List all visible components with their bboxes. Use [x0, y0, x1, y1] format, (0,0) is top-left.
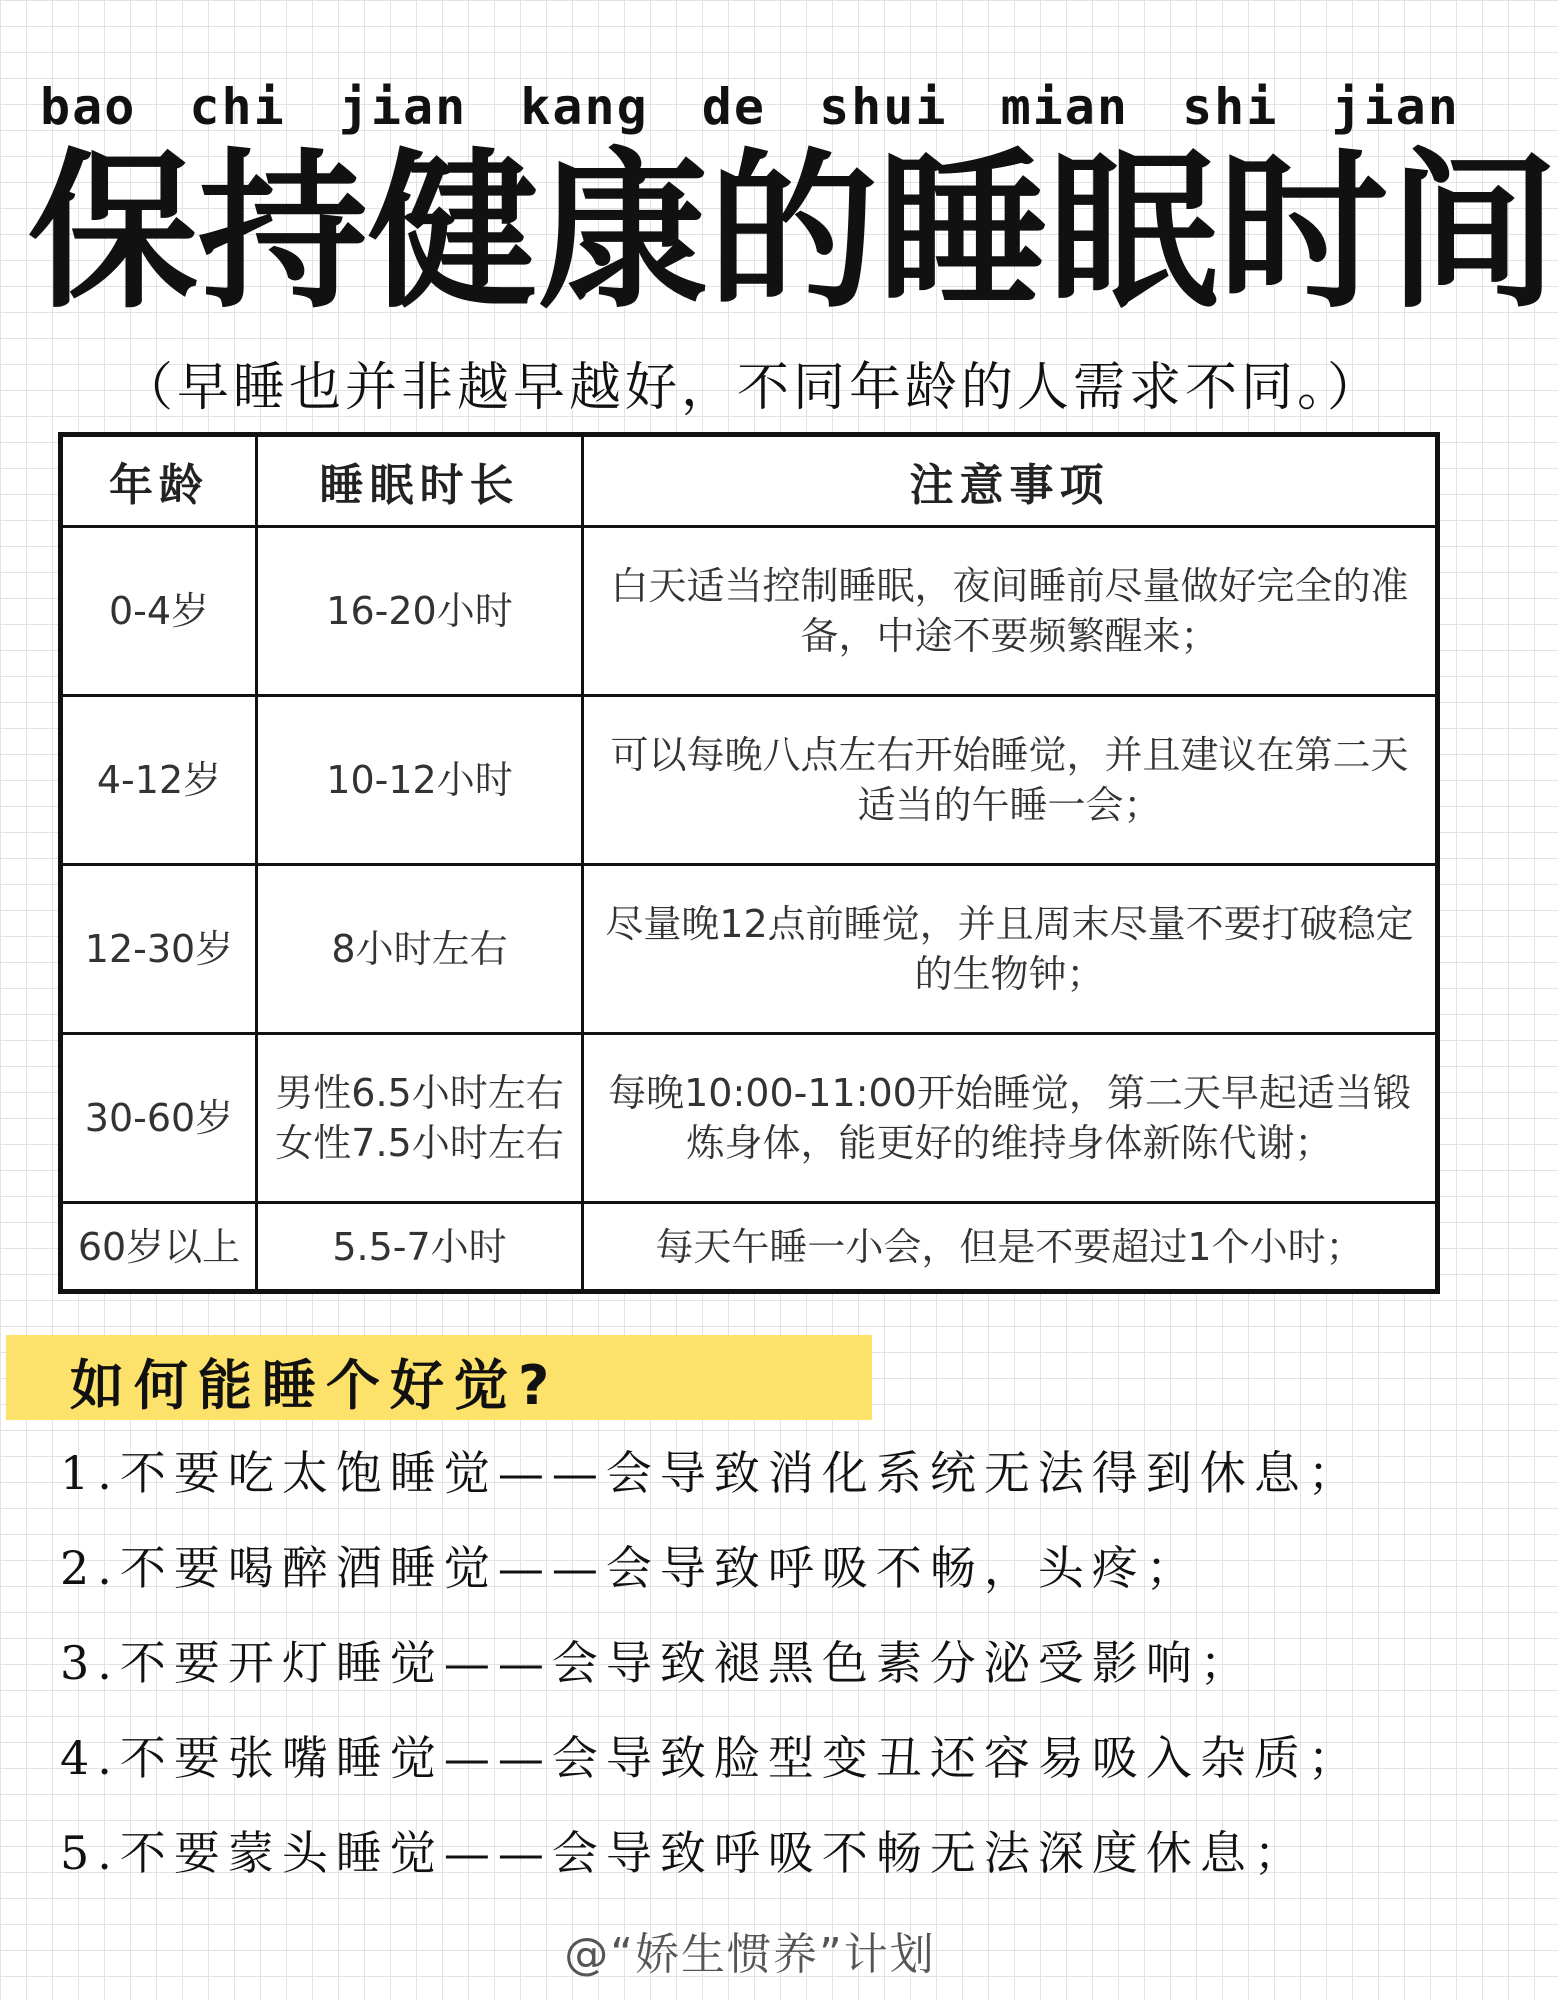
table-row — [61, 696, 1438, 865]
header-age: 年龄 — [61, 435, 257, 527]
title-char: 眠 — [1048, 134, 1219, 332]
header-duration: 睡眠时长 — [257, 435, 583, 527]
title-char: 持 — [198, 134, 369, 332]
pinyin-syllable: kang — [520, 78, 649, 136]
table-row — [61, 527, 1438, 696]
page-title — [28, 134, 1558, 332]
table-row — [61, 1203, 1438, 1292]
subtitle: （早睡也并非越早越好，不同年龄的人需求不同。） — [120, 358, 1383, 418]
list-item: 3.不要开灯睡觉——会导致褪黑色素分泌受影响； — [60, 1636, 1254, 1690]
pinyin-syllable: jian — [1331, 78, 1460, 136]
footer-credit: @“娇生惯养”计划 — [564, 1929, 936, 1980]
table-row — [61, 1034, 1438, 1203]
pinyin-syllable: bao — [40, 78, 137, 136]
note-cell: 白天适当控制睡眠，夜间睡前尽量做好完全的准备，中途不要频繁醒来； — [583, 527, 1438, 696]
note-cell: 尽量晚12点前睡觉，并且周末尽量不要打破稳定的生物钟； — [583, 865, 1438, 1034]
tips-list — [60, 1448, 1362, 1923]
title-char: 保 — [28, 134, 199, 332]
note-cell: 可以每晚八点左右开始睡觉，并且建议在第二天适当的午睡一会； — [583, 696, 1438, 865]
list-item: 5.不要蒙头睡觉——会导致呼吸不畅无法深度休息； — [60, 1826, 1308, 1880]
title-char: 康 — [538, 134, 709, 332]
header-notes: 注意事项 — [583, 435, 1438, 527]
pinyin-syllable: jian — [338, 78, 468, 136]
title-char: 的 — [708, 134, 879, 332]
pinyin-syllable: shui — [819, 78, 948, 136]
age-cell: 60岁以上 — [61, 1203, 257, 1292]
table-row — [61, 865, 1438, 1034]
title-char: 时 — [1218, 134, 1389, 332]
section-header-banner — [6, 1335, 872, 1420]
duration-cell: 8小时左右 — [257, 865, 583, 1034]
title-pinyin — [40, 78, 1460, 136]
title-char: 健 — [368, 134, 539, 332]
list-item: 4.不要张嘴睡觉——会导致脸型变丑还容易吸入杂质； — [60, 1731, 1362, 1785]
duration-cell: 16-20小时 — [257, 527, 583, 696]
duration-cell: 5.5-7小时 — [257, 1203, 583, 1292]
title-char: 间 — [1388, 134, 1558, 332]
sleep-table — [58, 432, 1440, 1294]
table-header-row — [61, 435, 1438, 527]
pinyin-syllable: de — [701, 78, 766, 136]
pinyin-syllable: mian — [1000, 78, 1129, 136]
pinyin-syllable: shi — [1182, 78, 1279, 136]
age-cell: 0-4岁 — [61, 527, 257, 696]
note-cell: 每晚10:00-11:00开始睡觉，第二天早起适当锻炼身体，能更好的维持身体新陈代谢； — [583, 1034, 1438, 1203]
pinyin-syllable: chi — [189, 78, 286, 136]
list-item: 2.不要喝醉酒睡觉——会导致呼吸不畅，头疼； — [60, 1541, 1200, 1595]
list-item: 1.不要吃太饱睡觉——会导致消化系统无法得到休息； — [60, 1446, 1362, 1500]
duration-cell: 10-12小时 — [257, 696, 583, 865]
age-cell: 4-12岁 — [61, 696, 257, 865]
duration-cell: 男性6.5小时左右 女性7.5小时左右 — [257, 1034, 583, 1203]
title-char: 睡 — [878, 134, 1049, 332]
section-title: 如何能睡个好觉? — [70, 1354, 560, 1417]
age-cell: 30-60岁 — [61, 1034, 257, 1203]
age-cell: 12-30岁 — [61, 865, 257, 1034]
note-cell: 每天午睡一小会，但是不要超过1个小时； — [583, 1203, 1438, 1292]
